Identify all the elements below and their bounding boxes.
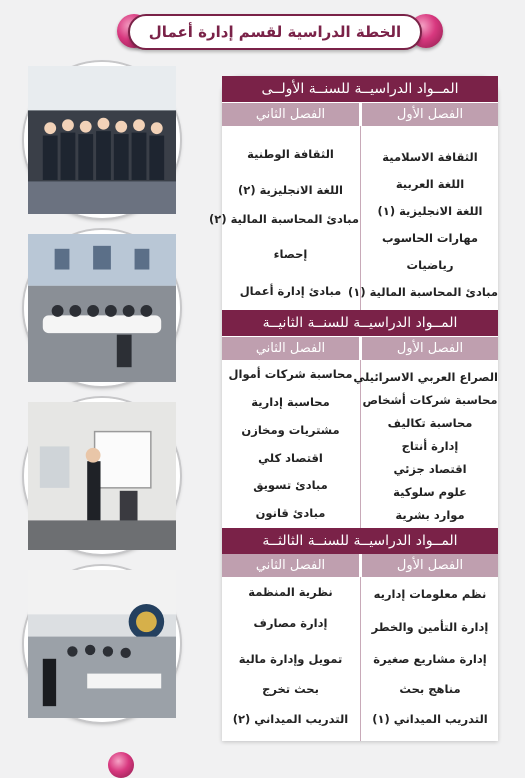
year2-first-semester-header: الفصل الأول (362, 337, 498, 360)
year3-heading: المــواد الدراسيــة للسنــة الثالثــة (222, 528, 498, 554)
subject-item: محاسبة شركات أشخاص (362, 393, 498, 407)
subject-item: إحصاء (273, 247, 308, 261)
year1-heading: المــواد الدراسيــة للسنــة الأولــى (222, 76, 498, 102)
subject-item: محاسبة تكاليف (387, 416, 473, 430)
subject-item: رياضيات (406, 258, 454, 272)
subject-item: إدارة مشاريع صغيرة (373, 652, 487, 666)
subject-item: موارد بشرية (395, 508, 465, 522)
divider (360, 360, 361, 528)
subject-item: اقتصاد كلي (258, 451, 323, 465)
subject-item: الصراع العربي الاسرائيلي (353, 370, 498, 384)
subject-item: التدريب الميداني (٢) (232, 712, 349, 726)
page-title: الخطة الدراسية لقسم إدارة أعمال (148, 23, 402, 41)
subject-item: مبادئ المحاسبة المالية (٢) (209, 212, 359, 226)
photo-classroom (24, 566, 180, 722)
curriculum-panel (209, 76, 498, 741)
subject-item: مهارات الحاسوب (381, 231, 479, 245)
subject-item: اللغة الانجليزية (٢) (238, 183, 343, 197)
subject-item: محاسبة إدارية (251, 395, 330, 409)
subject-item: مبادئ قانون (255, 506, 326, 520)
year2-heading: المــواد الدراسيــة للسنــة الثانيــة (222, 310, 498, 336)
subject-item: نظم معلومات إداريه (373, 587, 487, 601)
subject-item: اللغة العربية (395, 177, 465, 191)
subject-item: مناهج بحث (399, 682, 461, 696)
subject-item: الثقافة الوطنية (247, 147, 334, 161)
subject-item: مبادئ المحاسبة المالية (١) (348, 285, 498, 299)
subject-item: مشتريات ومخازن (241, 423, 340, 437)
subject-item: إدارة أنتاج (401, 439, 459, 453)
subject-item: اللغة الانجليزية (١) (377, 204, 483, 218)
subject-item: نظرية المنظمة (248, 585, 333, 599)
subject-item: التدريب الميداني (١) (372, 712, 488, 726)
subject-item: محاسبة شركات أموال (228, 367, 353, 381)
divider (360, 126, 361, 310)
subject-item: الثقافة الاسلامية (382, 150, 478, 164)
photo-group (24, 62, 180, 218)
subject-item: مبادئ إدارة أعمال (239, 284, 342, 298)
subject-item: تمويل وإدارة مالية (238, 652, 343, 666)
subject-item: إدارة التأمين والخطر (371, 620, 489, 634)
year3-second-semester-header: الفصل الثاني (222, 554, 359, 577)
subject-item: مبادئ تسويق (253, 478, 328, 492)
subject-item: علوم سلوكية (393, 485, 467, 499)
decor-ball-bottom (108, 752, 134, 778)
year2-second-semester-header: الفصل الثاني (222, 337, 359, 360)
divider (360, 577, 361, 741)
photo-lecture (24, 398, 180, 554)
year3-first-semester-header: الفصل الأول (362, 554, 498, 577)
subject-item: اقتصاد جزئي (393, 462, 467, 476)
title-banner (128, 14, 422, 50)
photo-meeting-hall (24, 230, 180, 386)
subject-item: بحث تخرج (262, 682, 319, 696)
year1-first-semester-header: الفصل الأول (362, 103, 498, 126)
subject-item: إدارة مصارف (253, 616, 328, 630)
year1-second-semester-header: الفصل الثاني (222, 103, 359, 126)
